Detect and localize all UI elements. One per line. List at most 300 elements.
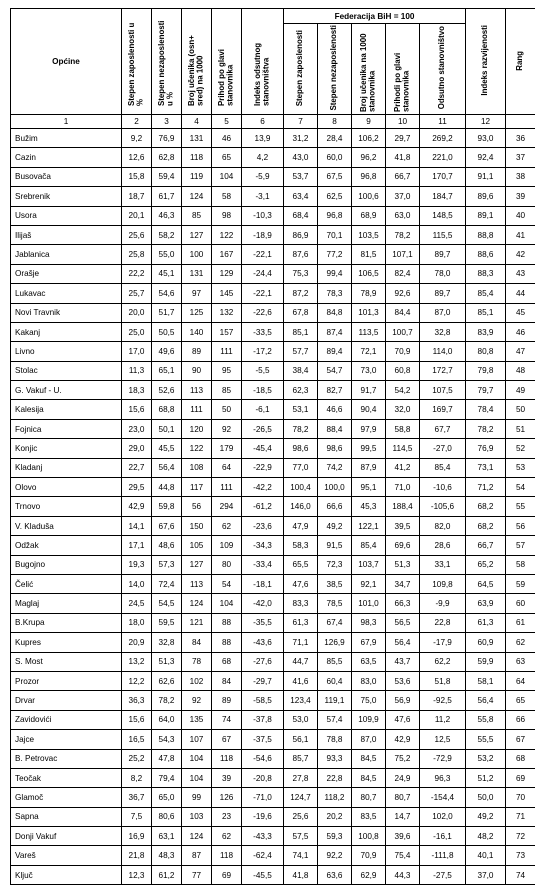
municipality-name: Fojnica: [11, 419, 122, 438]
municipality-name: Lukavac: [11, 284, 122, 303]
col-header-fed-students: Broj učenika na 1000 stanovnika: [352, 24, 386, 115]
table-cell: 12,3: [122, 865, 152, 884]
table-cell: 88,4: [318, 419, 352, 438]
table-cell: 56,5: [386, 613, 420, 632]
table-cell: 62,8: [152, 148, 182, 167]
table-cell: 16,5: [122, 730, 152, 749]
table-cell: 84,5: [352, 768, 386, 787]
table-cell: 22,8: [420, 613, 466, 632]
table-cell: -72,9: [420, 749, 466, 768]
table-cell: -42,2: [242, 478, 284, 497]
table-row: [11, 458, 535, 477]
table-cell: 58,8: [386, 419, 420, 438]
table-cell: 36,7: [122, 788, 152, 807]
table-cell: 140: [182, 322, 212, 341]
table-cell: -71,0: [242, 788, 284, 807]
table-cell: 87,2: [284, 284, 318, 303]
table-cell: 18,0: [122, 613, 152, 632]
table-cell: 72,4: [152, 574, 182, 593]
col-number: 2: [122, 115, 152, 129]
table-cell: 124: [182, 827, 212, 846]
table-cell: 55,5: [466, 730, 506, 749]
table-cell: 69: [506, 768, 535, 787]
table-cell: 63: [506, 652, 535, 671]
table-row: [11, 730, 535, 749]
table-cell: 28,6: [420, 536, 466, 555]
table-cell: 54,3: [152, 730, 182, 749]
table-cell: 84,5: [352, 749, 386, 768]
table-cell: 97: [182, 284, 212, 303]
table-cell: 46: [506, 322, 535, 341]
table-row: [11, 361, 535, 380]
table-cell: 170,7: [420, 167, 466, 186]
col-number: 7: [284, 115, 318, 129]
table-cell: 71,2: [466, 478, 506, 497]
table-cell: -22,6: [242, 303, 284, 322]
table-cell: 29,0: [122, 439, 152, 458]
col-number: 10: [386, 115, 420, 129]
table-cell: 52,6: [152, 381, 182, 400]
table-cell: 124: [182, 187, 212, 206]
table-row: [11, 633, 535, 652]
table-cell: -61,2: [242, 497, 284, 516]
table-cell: 7,5: [122, 807, 152, 826]
table-cell: 89,7: [420, 284, 466, 303]
table-cell: 169,7: [420, 400, 466, 419]
table-cell: 12,2: [122, 671, 152, 690]
table-cell: 83,3: [284, 594, 318, 613]
table-cell: -22,9: [242, 458, 284, 477]
table-cell: 55,8: [466, 710, 506, 729]
table-cell: 67,8: [284, 303, 318, 322]
table-cell: 65: [506, 691, 535, 710]
table-cell: 172,7: [420, 361, 466, 380]
table-cell: -154,4: [420, 788, 466, 807]
table-cell: 20,1: [122, 206, 152, 225]
table-cell: 38,5: [318, 574, 352, 593]
table-cell: 23,0: [122, 419, 152, 438]
table-cell: 54,7: [318, 361, 352, 380]
table-cell: 41,8: [386, 148, 420, 167]
table-cell: -43,3: [242, 827, 284, 846]
table-cell: -33,5: [242, 322, 284, 341]
table-cell: 14,1: [122, 516, 152, 535]
municipality-name: Prozor: [11, 671, 122, 690]
table-cell: -10,6: [420, 478, 466, 497]
table-cell: 70,9: [386, 342, 420, 361]
table-cell: 100: [182, 245, 212, 264]
table-cell: -27,0: [420, 439, 466, 458]
table-cell: 60,0: [318, 148, 352, 167]
table-cell: -18,1: [242, 574, 284, 593]
table-cell: 78,9: [352, 284, 386, 303]
table-cell: 70,9: [352, 846, 386, 865]
table-cell: 92,6: [386, 284, 420, 303]
table-cell: 32,8: [152, 633, 182, 652]
table-cell: 24,5: [122, 594, 152, 613]
table-cell: 58,1: [466, 671, 506, 690]
municipality-name: G. Vakuf - U.: [11, 381, 122, 400]
table-cell: 20,2: [318, 807, 352, 826]
table-cell: 67,5: [318, 167, 352, 186]
table-cell: 43,0: [284, 148, 318, 167]
col-number: 9: [352, 115, 386, 129]
table-cell: 44,3: [386, 865, 420, 884]
table-cell: 113,5: [352, 322, 386, 341]
table-cell: 85: [182, 206, 212, 225]
table-cell: 42: [506, 245, 535, 264]
table-cell: 63,9: [466, 594, 506, 613]
municipality-name: Maglaj: [11, 594, 122, 613]
table-cell: 58,3: [284, 536, 318, 555]
table-cell: 56,1: [284, 730, 318, 749]
table-cell: 89: [182, 342, 212, 361]
table-cell: 54: [212, 574, 242, 593]
table-cell: 67: [212, 730, 242, 749]
table-row: [11, 846, 535, 865]
table-cell: 74: [506, 865, 535, 884]
table-cell: 106,5: [352, 264, 386, 283]
table-cell: 89,4: [318, 342, 352, 361]
table-row: [11, 555, 535, 574]
table-cell: 37: [506, 148, 535, 167]
table-cell: 103,5: [352, 225, 386, 244]
table-cell: 67,9: [352, 633, 386, 652]
municipality-name: Sapna: [11, 807, 122, 826]
col-number: 3: [152, 115, 182, 129]
table-cell: 39,5: [386, 516, 420, 535]
table-row: [11, 322, 535, 341]
table-cell: 96,8: [352, 167, 386, 186]
table-cell: 29,7: [386, 129, 420, 148]
table-cell: 120: [182, 419, 212, 438]
table-cell: 36: [506, 129, 535, 148]
table-cell: 79,7: [466, 381, 506, 400]
table-cell: 64,5: [466, 574, 506, 593]
table-cell: 113: [182, 574, 212, 593]
table-cell: 184,7: [420, 187, 466, 206]
table-cell: 106,2: [352, 129, 386, 148]
table-cell: 63,5: [352, 652, 386, 671]
table-cell: 56,4: [386, 633, 420, 652]
table-cell: 59,3: [318, 827, 352, 846]
table-cell: 11,3: [122, 361, 152, 380]
table-cell: 129: [212, 264, 242, 283]
table-cell: -42,0: [242, 594, 284, 613]
table-cell: 62,6: [152, 671, 182, 690]
table-cell: 8,2: [122, 768, 152, 787]
table-cell: 88: [212, 613, 242, 632]
table-row: [11, 788, 535, 807]
table-cell: 41,2: [386, 458, 420, 477]
table-cell: 48,3: [152, 846, 182, 865]
table-cell: 107: [182, 730, 212, 749]
column-number-row: [11, 115, 535, 129]
table-cell: 18,7: [122, 187, 152, 206]
municipality-name: Olovo: [11, 478, 122, 497]
table-cell: 13,9: [242, 129, 284, 148]
table-cell: 78,2: [386, 225, 420, 244]
table-cell: 56: [506, 516, 535, 535]
table-cell: -19,6: [242, 807, 284, 826]
table-cell: -37,8: [242, 710, 284, 729]
table-cell: 135: [182, 710, 212, 729]
table-cell: 64: [212, 458, 242, 477]
table-cell: 93,3: [318, 749, 352, 768]
table-cell: 85,4: [420, 458, 466, 477]
municipality-name: Trnovo: [11, 497, 122, 516]
table-cell: 57: [506, 536, 535, 555]
table-cell: 75,0: [352, 691, 386, 710]
table-cell: 104: [182, 768, 212, 787]
table-cell: -22,1: [242, 245, 284, 264]
table-row: [11, 497, 535, 516]
table-cell: 84,8: [318, 303, 352, 322]
table-cell: 92,2: [318, 846, 352, 865]
table-cell: 88,6: [466, 245, 506, 264]
table-cell: 72,3: [318, 555, 352, 574]
table-row: [11, 710, 535, 729]
table-cell: 77,0: [284, 458, 318, 477]
table-cell: 269,2: [420, 129, 466, 148]
table-cell: 78,2: [152, 691, 182, 710]
municipality-name: B. Petrovac: [11, 749, 122, 768]
col-header-opcine: Općine: [11, 9, 122, 115]
table-cell: 69: [212, 865, 242, 884]
table-row: [11, 671, 535, 690]
table-cell: -20,8: [242, 768, 284, 787]
table-cell: 15,6: [122, 400, 152, 419]
table-cell: 65,2: [466, 555, 506, 574]
table-cell: 55,0: [152, 245, 182, 264]
table-cell: 32,0: [386, 400, 420, 419]
table-cell: 131: [182, 129, 212, 148]
municipality-name: Jablanica: [11, 245, 122, 264]
table-cell: 89,7: [420, 245, 466, 264]
table-cell: 71,0: [386, 478, 420, 497]
municipality-name: Novi Travnik: [11, 303, 122, 322]
table-cell: 44,8: [152, 478, 182, 497]
table-cell: 71: [506, 807, 535, 826]
col-number: 11: [420, 115, 466, 129]
table-cell: 87,4: [318, 322, 352, 341]
table-cell: 73: [506, 846, 535, 865]
municipality-name: Konjic: [11, 439, 122, 458]
table-cell: -17,9: [420, 633, 466, 652]
table-cell: 100,7: [386, 322, 420, 341]
table-cell: 82,4: [386, 264, 420, 283]
table-row: [11, 225, 535, 244]
col-number: 8: [318, 115, 352, 129]
table-cell: 58,2: [152, 225, 182, 244]
table-row: [11, 749, 535, 768]
table-cell: 104: [212, 594, 242, 613]
table-cell: 88,8: [466, 225, 506, 244]
municipality-name: Bužim: [11, 129, 122, 148]
table-cell: 86,9: [284, 225, 318, 244]
municipality-name: Ključ: [11, 865, 122, 884]
table-cell: 29,5: [122, 478, 152, 497]
table-cell: 126: [212, 788, 242, 807]
table-cell: 85,7: [284, 749, 318, 768]
table-row: [11, 206, 535, 225]
table-cell: 90,4: [352, 400, 386, 419]
table-cell: 11,2: [420, 710, 466, 729]
table-cell: 18,3: [122, 381, 152, 400]
table-cell: 24,9: [386, 768, 420, 787]
table-cell: 28,4: [318, 129, 352, 148]
table-cell: 68: [212, 652, 242, 671]
table-cell: 98,6: [318, 439, 352, 458]
table-cell: 36,3: [122, 691, 152, 710]
table-cell: 13,2: [122, 652, 152, 671]
table-cell: 25,0: [122, 322, 152, 341]
table-cell: 32,8: [420, 322, 466, 341]
table-cell: 47,6: [284, 574, 318, 593]
table-cell: 104: [212, 167, 242, 186]
table-cell: 31,2: [284, 129, 318, 148]
table-cell: 157: [212, 322, 242, 341]
table-cell: 115,5: [420, 225, 466, 244]
table-cell: 49,6: [152, 342, 182, 361]
table-cell: 73,1: [466, 458, 506, 477]
table-cell: 72: [506, 827, 535, 846]
table-cell: 61,7: [152, 187, 182, 206]
table-cell: 39,6: [386, 827, 420, 846]
table-cell: 47,9: [284, 516, 318, 535]
development-index-table: [10, 8, 535, 885]
table-cell: 113: [182, 381, 212, 400]
table-cell: -26,5: [242, 419, 284, 438]
table-cell: 148,5: [420, 206, 466, 225]
table-cell: 54: [506, 478, 535, 497]
table-cell: 87,9: [352, 458, 386, 477]
table-cell: 87,0: [352, 730, 386, 749]
table-cell: 68,2: [466, 516, 506, 535]
table-cell: 123,4: [284, 691, 318, 710]
table-row: [11, 245, 535, 264]
table-cell: 62: [212, 516, 242, 535]
table-cell: 78,2: [466, 419, 506, 438]
table-cell: 61,3: [284, 613, 318, 632]
table-cell: 85: [212, 381, 242, 400]
table-cell: 76,9: [466, 439, 506, 458]
table-cell: -18,5: [242, 381, 284, 400]
table-cell: 57,4: [318, 710, 352, 729]
table-cell: 63,6: [318, 865, 352, 884]
table-cell: 108: [182, 458, 212, 477]
table-cell: 48,6: [152, 536, 182, 555]
table-cell: 84,4: [386, 303, 420, 322]
col-header-income-per-capita: Prihod po glavi stanovnika: [212, 9, 242, 115]
table-cell: 118: [212, 846, 242, 865]
table-cell: -35,5: [242, 613, 284, 632]
table-cell: 61,3: [466, 613, 506, 632]
table-cell: 25,6: [284, 807, 318, 826]
table-cell: 77,2: [318, 245, 352, 264]
col-header-employment-rate: Stepen zaposlenosti u %: [122, 9, 152, 115]
table-cell: 88,3: [466, 264, 506, 283]
table-cell: 40,1: [466, 846, 506, 865]
table-cell: 20,9: [122, 633, 152, 652]
table-cell: 63,0: [386, 206, 420, 225]
table-row: [11, 827, 535, 846]
table-cell: 60,4: [318, 671, 352, 690]
table-cell: 62,2: [420, 652, 466, 671]
header-row-top: [11, 9, 535, 24]
table-cell: -22,1: [242, 284, 284, 303]
col-header-fed-income: Prihodi po glavi stanovnika: [386, 24, 420, 115]
table-cell: 75,3: [284, 264, 318, 283]
table-cell: 62,5: [318, 187, 352, 206]
table-cell: 37,0: [466, 865, 506, 884]
table-cell: 56,4: [152, 458, 182, 477]
table-cell: 59: [506, 574, 535, 593]
table-cell: 62,9: [352, 865, 386, 884]
table-row: [11, 478, 535, 497]
table-cell: 60,8: [386, 361, 420, 380]
table-cell: 83,5: [352, 807, 386, 826]
table-cell: 102: [182, 671, 212, 690]
table-cell: 65: [212, 148, 242, 167]
table-cell: 17,1: [122, 536, 152, 555]
table-cell: -5,9: [242, 167, 284, 186]
table-cell: 150: [182, 516, 212, 535]
table-cell: 109: [212, 536, 242, 555]
table-cell: 51: [506, 419, 535, 438]
table-cell: 188,4: [386, 497, 420, 516]
table-cell: -6,1: [242, 400, 284, 419]
table-cell: 167: [212, 245, 242, 264]
table-cell: 65,0: [152, 788, 182, 807]
table-cell: 85,1: [466, 303, 506, 322]
table-cell: 64,0: [152, 710, 182, 729]
table-cell: 55: [506, 497, 535, 516]
table-row: [11, 148, 535, 167]
table-cell: 100,0: [318, 478, 352, 497]
table-cell: 122,1: [352, 516, 386, 535]
municipality-name: Usora: [11, 206, 122, 225]
table-cell: 83,0: [352, 671, 386, 690]
table-row: [11, 536, 535, 555]
table-cell: 59,9: [466, 652, 506, 671]
municipality-name: Kladanj: [11, 458, 122, 477]
table-row: [11, 439, 535, 458]
table-cell: 75,4: [386, 846, 420, 865]
col-number: 12: [466, 115, 506, 129]
table-cell: 109,9: [352, 710, 386, 729]
table-cell: -23,6: [242, 516, 284, 535]
table-cell: 60: [506, 594, 535, 613]
table-cell: 118: [212, 749, 242, 768]
table-cell: 127: [182, 555, 212, 574]
table-cell: 34,7: [386, 574, 420, 593]
table-cell: 90: [182, 361, 212, 380]
table-cell: 46,6: [318, 400, 352, 419]
table-cell: 68,2: [466, 497, 506, 516]
table-row: [11, 342, 535, 361]
table-cell: 93,0: [466, 129, 506, 148]
table-cell: 68,4: [284, 206, 318, 225]
table-cell: 4,2: [242, 148, 284, 167]
table-cell: 66,3: [386, 594, 420, 613]
table-cell: 80,7: [386, 788, 420, 807]
table-cell: 39: [212, 768, 242, 787]
table-cell: 100,8: [352, 827, 386, 846]
table-cell: 48: [506, 361, 535, 380]
table-cell: 63,4: [284, 187, 318, 206]
table-cell: 48,2: [466, 827, 506, 846]
